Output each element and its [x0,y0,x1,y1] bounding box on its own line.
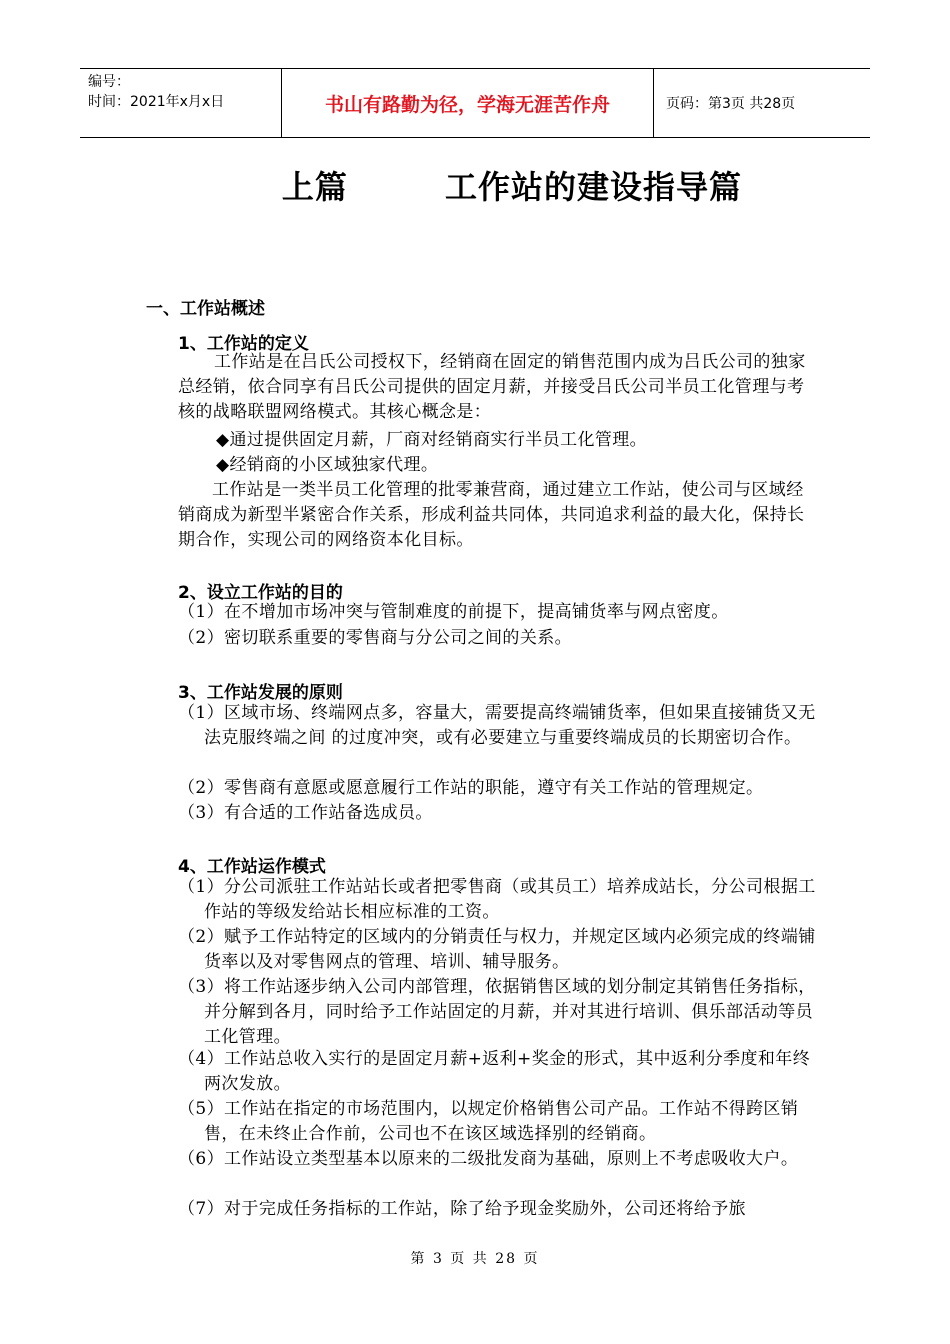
bullet-item: ◆通过提供固定月薪，厂商对经销商实行半员工化管理。 [216,430,648,450]
header-motto: 书山有路勤为径，学海无涯苦作舟 [282,69,654,137]
bullet-item: ◆经销商的小区域独家代理。 [216,455,439,475]
subsection-heading: 3、工作站发展的原则 [178,683,343,703]
list-item: （3）将工作站逐步纳入公司内部管理，依据销售区域的划分制定其销售任务指标，并分解到各月，同时给予工作站固定的月薪，并对其进行培训、俱乐部活动等员工化管理。 [178,977,816,1047]
list-item: （1）在不增加市场冲突与管制难度的前提下，提高铺货率与网点密度。 [178,602,729,622]
page-title: 上篇 工作站的建设指导篇 [281,168,743,206]
subsection-heading: 2、设立工作站的目的 [178,583,343,603]
paragraph: 工作站是在吕氏公司授权下，经销商在固定的销售范围内成为吕氏公司的独家总经销，依合同享有吕氏公司提供的固定月薪，并接受吕氏公司半员工化管理与考核的战略联盟网络模式。其核心概念是： [178,352,806,422]
list-item: （2）赋予工作站特定的区域内的分销责任与权力，并规定区域内必须完成的终端铺货率以及对零售网点的管理、培训、辅导服务。 [178,927,816,972]
subsection-heading: 1、工作站的定义 [178,334,309,354]
header-meta [80,69,282,137]
number-label: 编号： [88,74,130,90]
list-item: （7）对于完成任务指标的工作站，除了给予现金奖励外，公司还将给予旅 [178,1199,747,1219]
list-item: （6）工作站设立类型基本以原来的二级批发商为基础，原则上不考虑吸收大户。 [178,1149,799,1169]
header-page-label: 页码：第3页 共28页 [666,96,796,112]
list-item: （4）工作站总收入实行的是固定月薪+返利+奖金的形式，其中返利分季度和年终两次发放。 [178,1049,811,1094]
subsection-heading: 4、工作站运作模式 [178,857,326,877]
list-item: （3）有合适的工作站备选成员。 [178,803,433,823]
section-heading: 一、工作站概述 [146,299,265,319]
list-item: （5）工作站在指定的市场范围内，以规定价格销售公司产品。工作站不得跨区销售，在未终止合作前，公司也不在该区域选择别的经销商。 [178,1099,799,1144]
list-item: （1）分公司派驻工作站站长或者把零售商（或其员工）培养成站长，分公司根据工作站的等级发给站长相应标准的工资。 [178,877,816,922]
list-item: （2）零售商有意愿或愿意履行工作站的职能，遵守有关工作站的管理规定。 [178,778,764,798]
page-footer: 第 3 页 共 28 页 [410,1251,540,1267]
paragraph: 工作站是一类半员工化管理的批零兼营商，通过建立工作站，使公司与区域经销商成为新型半紧密合作关系，形成利益共同体，共同追求利益的最大化，保持长期合作，实现公司的网络资本化目标。 [178,480,805,550]
list-item: （1）区域市场、终端网点多，容量大，需要提高终端铺货率，但如果直接铺货又无法克服终端之间 的过度冲突，或有必要建立与重要终端成员的长期密切合作。 [178,703,816,748]
list-item: （2）密切联系重要的零售商与分公司之间的关系。 [178,628,573,648]
page-header [80,68,870,138]
time-label: 时间：2021年x月x日 [88,94,225,110]
